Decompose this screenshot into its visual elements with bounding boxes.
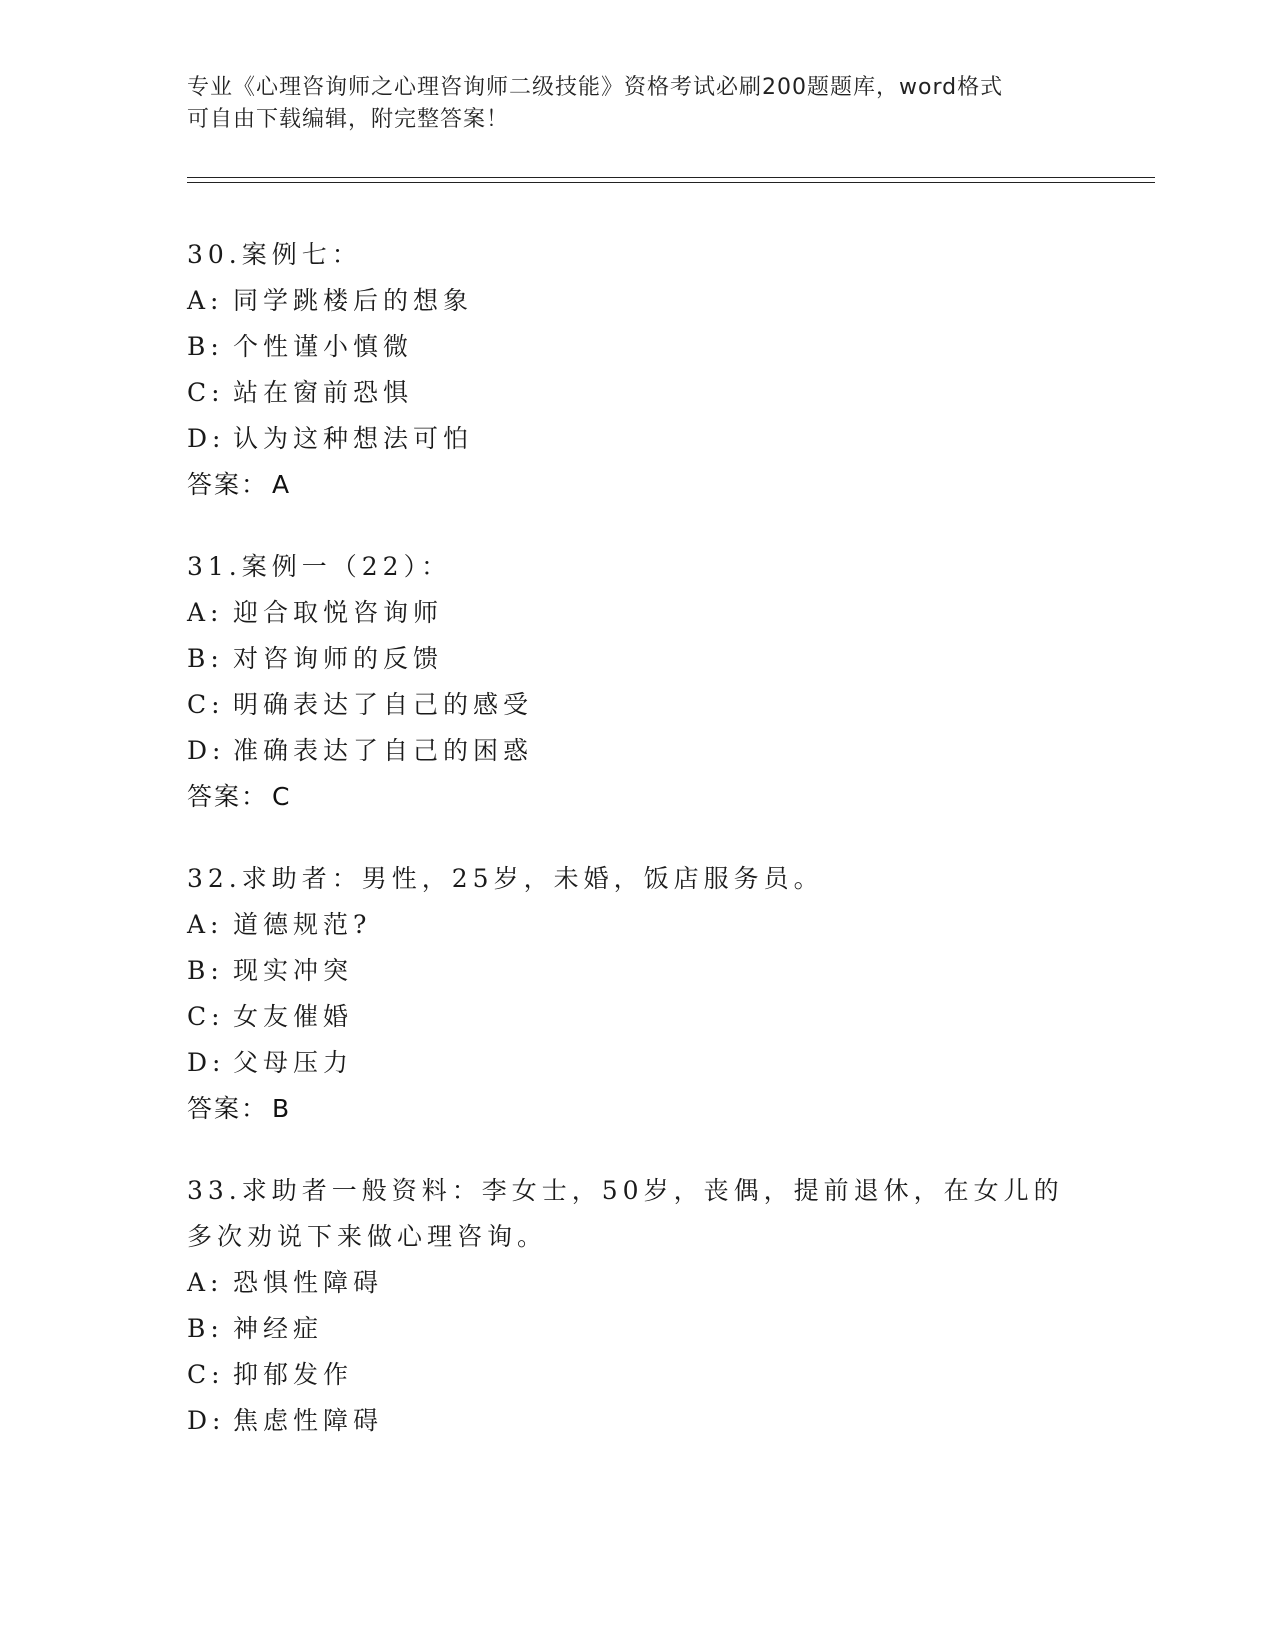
answer-label: 答案： bbox=[187, 1094, 269, 1123]
option-text: 明确表达了自己的感受 bbox=[233, 690, 534, 719]
question-list bbox=[187, 232, 1087, 1480]
question-title: 33.求助者一般资料：李女士，50岁，丧偶，提前退休，在女儿的多次劝说下来做心理咨询。 bbox=[187, 1176, 1064, 1251]
option-letter: B: bbox=[187, 956, 224, 985]
option-text: 现实冲突 bbox=[233, 956, 354, 985]
question-title: 32.求助者：男性，25岁，未婚，饭店服务员。 bbox=[187, 864, 824, 893]
option-letter: A: bbox=[187, 910, 224, 939]
option-text: 神经症 bbox=[233, 1314, 324, 1343]
answer-line bbox=[187, 774, 1087, 820]
option-letter: A: bbox=[187, 598, 224, 627]
answer-line bbox=[187, 1086, 1087, 1132]
document-header bbox=[187, 72, 1087, 136]
option-letter: A: bbox=[187, 286, 224, 315]
option-text: 道德规范? bbox=[233, 910, 372, 939]
option-letter: A: bbox=[187, 1268, 224, 1297]
option-b bbox=[187, 948, 1087, 994]
option-text: 准确表达了自己的困惑 bbox=[233, 736, 534, 765]
question-item bbox=[187, 544, 1087, 820]
answer-line bbox=[187, 462, 1087, 508]
option-a bbox=[187, 590, 1087, 636]
option-text: 迎合取悦咨询师 bbox=[233, 598, 444, 627]
option-letter: C: bbox=[187, 1002, 225, 1031]
header-line-1: 专业《心理咨询师之心理咨询师二级技能》资格考试必刷200题题库，word格式 bbox=[187, 75, 1004, 100]
option-text: 抑郁发作 bbox=[233, 1360, 354, 1389]
answer-value: C bbox=[272, 782, 292, 811]
question-title: 31.案例一（22）： bbox=[187, 552, 452, 581]
option-text: 认为这种想法可怕 bbox=[233, 424, 474, 453]
option-b bbox=[187, 324, 1087, 370]
option-letter: D: bbox=[187, 424, 226, 453]
option-text: 站在窗前恐惧 bbox=[233, 378, 414, 407]
header-line-2: 可自由下载编辑，附完整答案！ bbox=[187, 107, 510, 132]
option-text: 父母压力 bbox=[233, 1048, 354, 1077]
header-divider-top bbox=[187, 177, 1155, 178]
option-letter: B: bbox=[187, 644, 224, 673]
option-letter: C: bbox=[187, 378, 225, 407]
option-text: 恐惧性障碍 bbox=[233, 1268, 384, 1297]
answer-label: 答案： bbox=[187, 782, 269, 811]
option-c bbox=[187, 682, 1087, 728]
option-a bbox=[187, 902, 1087, 948]
option-b bbox=[187, 1306, 1087, 1352]
option-c bbox=[187, 994, 1087, 1040]
option-text: 对咨询师的反馈 bbox=[233, 644, 444, 673]
option-letter: D: bbox=[187, 736, 226, 765]
option-d bbox=[187, 1040, 1087, 1086]
option-d bbox=[187, 728, 1087, 774]
answer-value: B bbox=[272, 1094, 292, 1123]
option-c bbox=[187, 370, 1087, 416]
option-letter: B: bbox=[187, 1314, 224, 1343]
question-title: 30.案例七： bbox=[187, 240, 362, 269]
option-d bbox=[187, 416, 1087, 462]
option-a bbox=[187, 278, 1087, 324]
option-c bbox=[187, 1352, 1087, 1398]
answer-label: 答案： bbox=[187, 470, 269, 499]
question-item bbox=[187, 1168, 1087, 1444]
option-text: 个性谨小慎微 bbox=[233, 332, 414, 361]
option-b bbox=[187, 636, 1087, 682]
answer-value: A bbox=[272, 470, 292, 499]
option-text: 女友催婚 bbox=[233, 1002, 354, 1031]
option-letter: D: bbox=[187, 1048, 226, 1077]
question-item bbox=[187, 856, 1087, 1132]
option-letter: C: bbox=[187, 1360, 225, 1389]
option-text: 焦虑性障碍 bbox=[233, 1406, 384, 1435]
option-d bbox=[187, 1398, 1087, 1444]
option-letter: D: bbox=[187, 1406, 226, 1435]
header-divider-bottom bbox=[187, 182, 1155, 183]
option-letter: C: bbox=[187, 690, 225, 719]
option-a bbox=[187, 1260, 1087, 1306]
option-letter: B: bbox=[187, 332, 224, 361]
option-text: 同学跳楼后的想象 bbox=[233, 286, 474, 315]
question-item bbox=[187, 232, 1087, 508]
